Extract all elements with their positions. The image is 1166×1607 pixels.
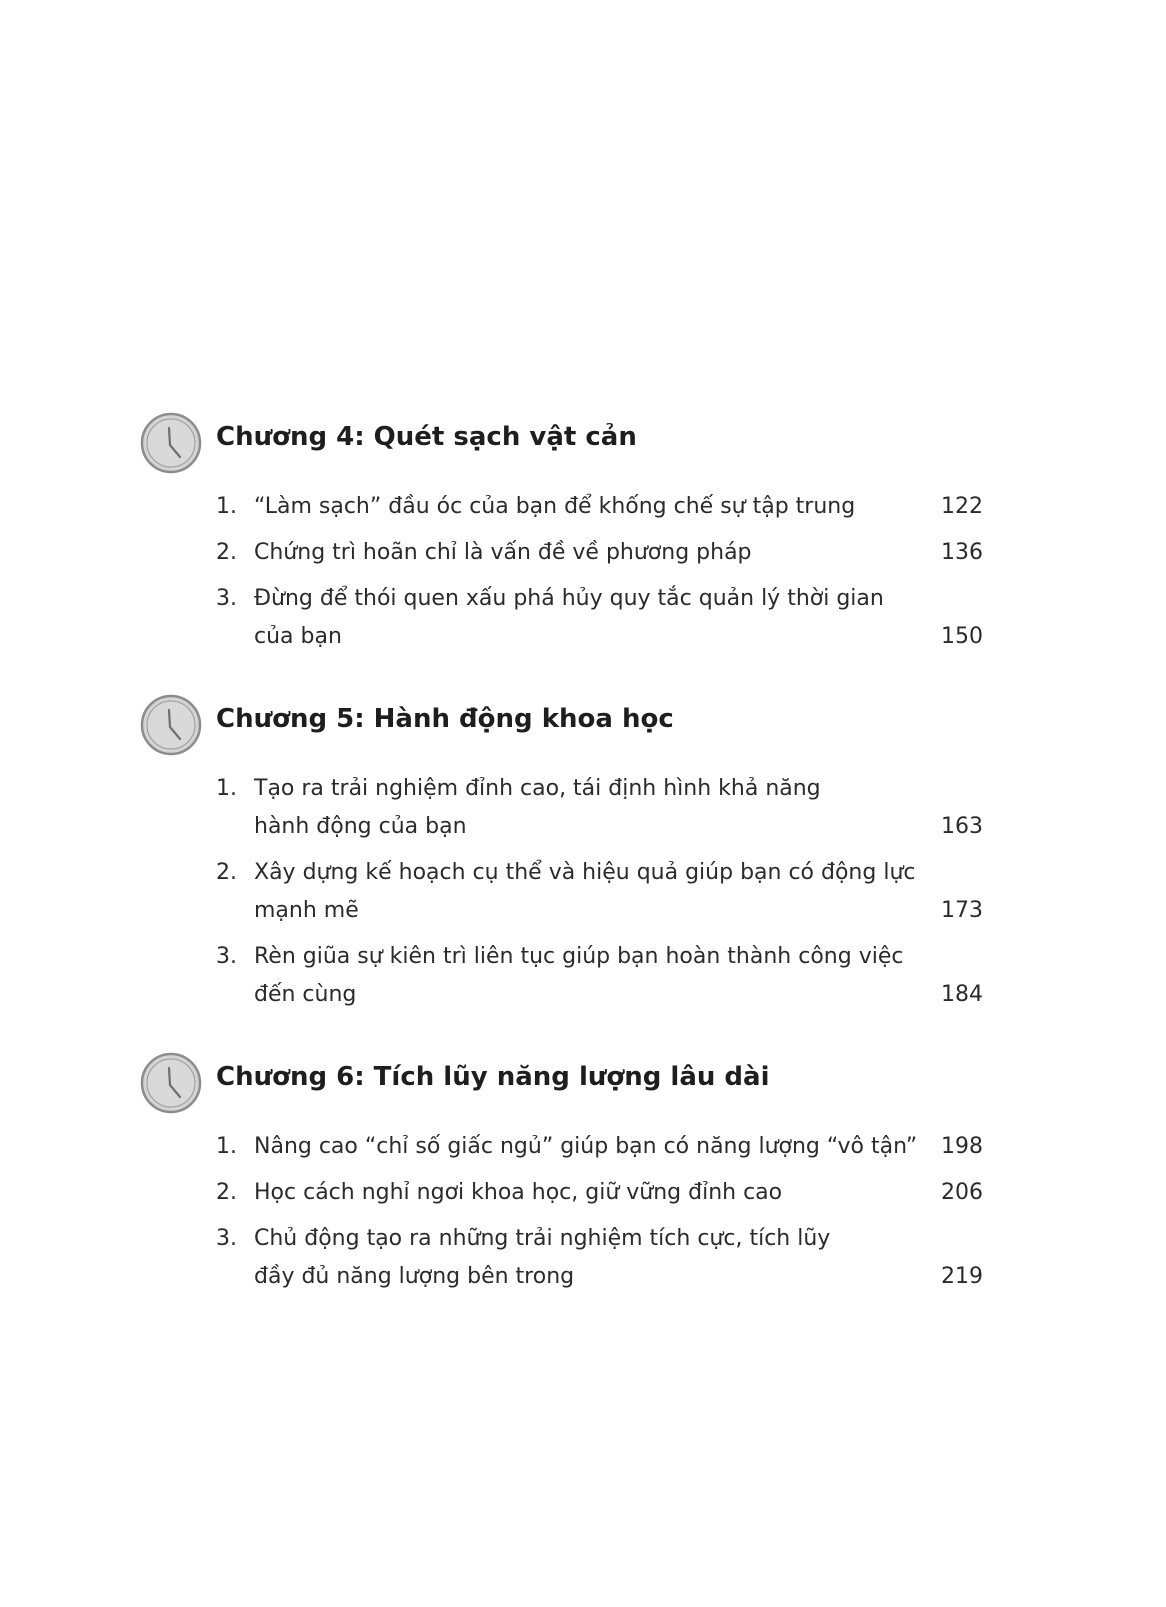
entry-title [254, 534, 944, 572]
toc-entry[interactable] [140, 770, 1020, 846]
entry-number: 3. [216, 586, 237, 611]
chapter-6 [140, 1052, 1020, 1304]
entry-number: 2. [216, 860, 237, 885]
entry-title-line: hành động của bạn [254, 814, 467, 839]
entry-title-line: Rèn giũa sự kiên trì liên tục giúp bạn hoàn thành công việc [254, 944, 904, 969]
entry-title [254, 1128, 944, 1166]
chapter-header [140, 412, 1020, 476]
entry-page-number: 198 [941, 1134, 983, 1159]
entry-title-line: “Làm sạch” đầu óc của bạn để khống chế sự tập trung [254, 494, 856, 519]
entry-title [254, 488, 944, 526]
toc-entry[interactable] [140, 534, 1020, 572]
chapter-header [140, 694, 1020, 758]
chapter-title: Chương 5: Hành động khoa học [216, 704, 674, 734]
entry-number: 2. [216, 1180, 237, 1205]
entry-page-number: 184 [941, 982, 983, 1007]
chapter-header [140, 1052, 1020, 1116]
toc-entry[interactable] [140, 1174, 1020, 1212]
toc-entry[interactable] [140, 580, 1020, 656]
entry-title [254, 770, 944, 846]
entry-title-line: Đừng để thói quen xấu phá hủy quy tắc quản lý thời gian [254, 586, 884, 611]
entry-title-line: Nâng cao “chỉ số giấc ngủ” giúp bạn có năng lượng “vô tận” [254, 1134, 918, 1159]
entry-number: 3. [216, 1226, 237, 1251]
entry-title-line: Xây dựng kế hoạch cụ thể và hiệu quả giúp bạn có động lực [254, 860, 916, 885]
entry-page-number: 150 [941, 624, 983, 649]
chapter-5 [140, 694, 1020, 1022]
toc-entry[interactable] [140, 488, 1020, 526]
toc-entry[interactable] [140, 854, 1020, 930]
entry-title-line: đến cùng [254, 982, 357, 1007]
chapter-title: Chương 4: Quét sạch vật cản [216, 422, 637, 452]
entry-number: 2. [216, 540, 237, 565]
entry-title-line: Học cách nghỉ ngơi khoa học, giữ vững đỉnh cao [254, 1180, 783, 1205]
entry-title-line: Chứng trì hoãn chỉ là vấn đề về phương pháp [254, 540, 752, 565]
entry-page-number: 163 [941, 814, 983, 839]
toc-entries [140, 1128, 1020, 1296]
chapter-4 [140, 412, 1020, 664]
entry-number: 1. [216, 1134, 237, 1159]
entry-title-line: Tạo ra trải nghiệm đỉnh cao, tái định hình khả năng [254, 776, 821, 801]
toc-entries [140, 770, 1020, 1014]
entry-title [254, 1220, 944, 1296]
entry-title-line: Chủ động tạo ra những trải nghiệm tích cực, tích lũy [254, 1226, 831, 1251]
toc-entry[interactable] [140, 938, 1020, 1014]
entry-number: 1. [216, 776, 237, 801]
toc-entries [140, 488, 1020, 656]
entry-page-number: 206 [941, 1180, 983, 1205]
entry-page-number: 122 [941, 494, 983, 519]
entry-title [254, 938, 944, 1014]
clock-icon [140, 694, 202, 756]
entry-title [254, 580, 944, 656]
entry-page-number: 173 [941, 898, 983, 923]
entry-number: 3. [216, 944, 237, 969]
entry-number: 1. [216, 494, 237, 519]
entry-title-line: đầy đủ năng lượng bên trong [254, 1264, 575, 1289]
clock-icon [140, 1052, 202, 1114]
entry-page-number: 219 [941, 1264, 983, 1289]
clock-icon [140, 412, 202, 474]
chapter-title: Chương 6: Tích lũy năng lượng lâu dài [216, 1062, 770, 1092]
entry-title [254, 1174, 944, 1212]
toc-entry[interactable] [140, 1220, 1020, 1296]
toc-entry[interactable] [140, 1128, 1020, 1166]
entry-title [254, 854, 944, 930]
entry-title-line: mạnh mẽ [254, 898, 359, 923]
entry-page-number: 136 [941, 540, 983, 565]
entry-title-line: của bạn [254, 624, 342, 649]
